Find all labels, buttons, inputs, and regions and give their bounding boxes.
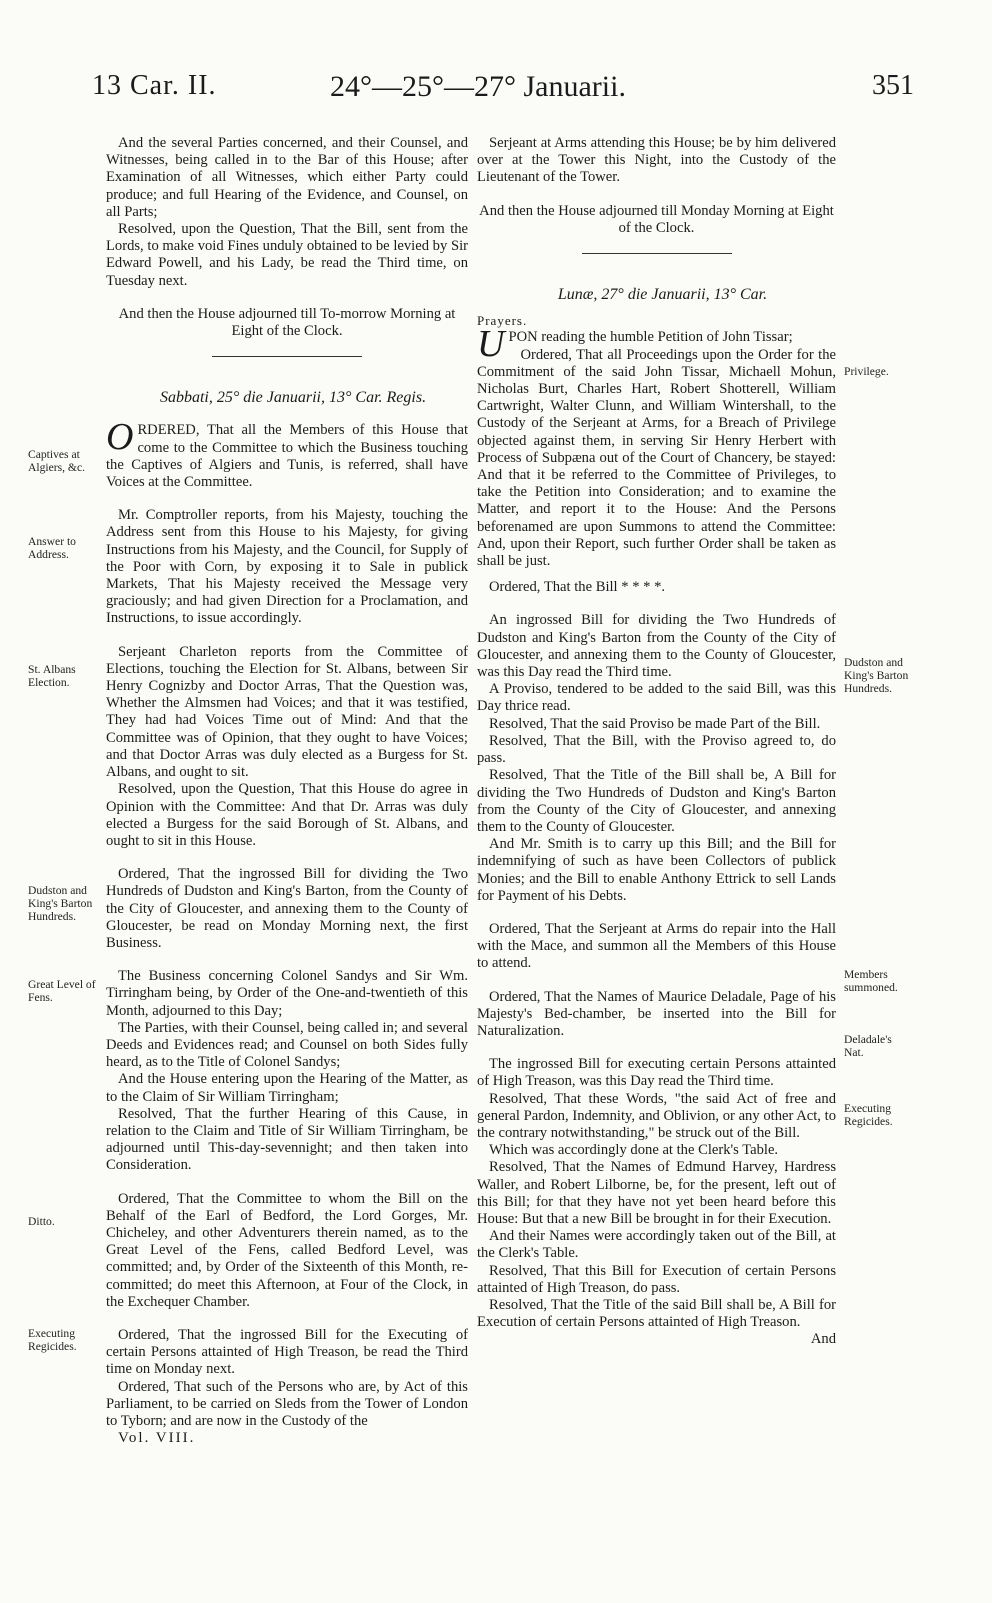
catchword: And <box>810 1331 836 1348</box>
paragraph: Ordered, That all Proceedings upon the Order for the Commitment of the said John Tissar, Michaell Mohun, Nicholas Burt, Charles Hart, Robert Shotterell, William Cartwright, Walter Clunn, and William Wintershall, to the Custody of the Serjeant at Arms, for a Breach of Privilege objected against them, in serving Sir Henry Herbert with Process of Subpæna out of the Court of Chancery, be stayed: And that it be referred to the Committee of Privileges, to take the Petition into Consideration; and to examine the Matter, and report it to the House: And the Persons beforenamed are upon Summons to attend the Committee: And, upon their Report, such further Order shall be taken as shall be just. <box>477 346 836 570</box>
paragraph: Ordered, That the Names of Maurice Deladale, Page of his Majesty's Bed-chamber, be inserted into the Bill for Naturalization. <box>477 988 836 1039</box>
paragraph: Resolved, That the Names of Edmund Harvey, Hardress Waller, and Robert Lilborne, be, for the present, left out of this Bill; for that they have not yet been heard before this House: But that a new Bill be brought in for their Execution. <box>477 1159 836 1227</box>
margin-note-captives: Captives at Algiers, &c. <box>28 448 85 474</box>
margin-note-deladale: Deladale's Nat. <box>844 1033 892 1059</box>
left-column <box>106 135 468 1447</box>
paragraph: Resolved, upon the Question, That the Bill, sent from the Lords, to make void Fines unduly obtained to be levied by Sir Edward Powell, and his Lady, be read the Third time, on Tuesday next. <box>106 221 468 289</box>
paragraph: Ordered, That the ingrossed Bill for the Executing of certain Persons attainted of High Treason, be read the Third time on Monday next. <box>106 1326 468 1378</box>
prayers-label: Prayers. <box>477 313 528 329</box>
day-heading: Lunæ, 27° die Januarii, 13° Car. <box>557 286 768 304</box>
paragraph: Resolved, That this Bill for Execution of certain Persons attainted of High Treason, do pass. <box>477 1262 836 1296</box>
paragraph: An ingrossed Bill for dividing the Two Hundreds of Dudston and King's Barton from the County of the City of Gloucester, and annexing them to the County of Gloucester, was this Day read the Third time. <box>477 612 836 681</box>
paragraph: And their Names were accordingly taken out of the Bill, at the Clerk's Table. <box>477 1228 836 1262</box>
adjournment-notice: And then the House adjourned till To-morrow Morning at Eight of the Clock. <box>118 305 456 340</box>
paragraph: And the House entering upon the Hearing of the Matter, as to the Claim of Sir William Tirringham; <box>106 1071 468 1105</box>
margin-note-dudston-right: Dudston and King's Barton Hundreds. <box>844 656 909 695</box>
paragraph: PON reading the humble Petition of John Tissar; <box>508 329 793 346</box>
paragraph: RDERED, That all the Members of this House that come to the Committee to which the Business touching the Captives of Algiers and Tunis, is referred, shall have Voices at the Committee. <box>106 422 468 491</box>
paragraph: Resolved, That these Words, "the said Act of free and general Pardon, Indemnity, and Oblivion, or any other Act, to the contrary notwithstanding," be struck out of the Bill. <box>477 1090 836 1141</box>
paragraph: The Parties, with their Counsel, being called in; and several Deeds and Evidences read; and Counsel on both Sides fully heard, as to the Title of Colonel Sandys; <box>106 1019 468 1071</box>
paragraph: Resolved, upon the Question, That this House do agree in Opinion with the Committee: And that Dr. Arras was duly elected a Burgess for the said Borough of St. Albans, and ought to sit in this House. <box>106 781 468 849</box>
paragraph: Resolved, That the Bill, with the Proviso agreed to, do pass. <box>477 732 836 767</box>
day-heading: Sabbati, 25° die Januarii, 13° Car. Regis. <box>159 389 427 407</box>
margin-note-regicides-right: Executing Regicides. <box>844 1102 893 1128</box>
paragraph: Ordered, That the Committee to whom the Bill on the Behalf of the Earl of Bedford, the Lord Gorges, Mr. Chicheley, and other Adventurers therein named, as to the Great Level of the Fens, called Bedford Level, was committed; and, by Order of the Sixteenth of this Month, re-committed; do meet this Afternoon, at Four of the Clock, in the Exchequer Chamber. <box>106 1190 468 1310</box>
page-number: 351 <box>872 70 914 101</box>
paragraph: Resolved, That the Title of the said Bill shall be, A Bill for Execution of certain Persons attainted of High Treason. <box>477 1296 836 1331</box>
margin-note-privilege: Privilege. <box>844 365 889 378</box>
paragraph: Ordered, That the Bill * * * *. <box>489 579 666 596</box>
margin-note-dudston-left: Dudston and King's Barton Hundreds. <box>28 884 93 923</box>
paragraph: Serjeant at Arms attending this House; be by him delivered over at the Tower this Night, into the Custody of the Lieutenant of the Tower. <box>477 135 836 186</box>
paragraph: The ingrossed Bill for executing certain Persons attainted of High Treason, was this Day read the Third time. <box>477 1056 836 1090</box>
paragraph: Mr. Comptroller reports, from his Majesty, touching the Address sent from this House to his Majesty, for giving Instructions from his Majesty, and the Council, for Supply of the Poor with Corn, by exposing it to Sale in publick Markets, That his Majesty received the Message very graciously; and had given Direction for a Proclamation, and Instructions, to issue accordingly. <box>106 507 468 627</box>
drop-initial: U <box>477 323 505 366</box>
margin-note-fens: Great Level of Fens. <box>28 978 96 1004</box>
margin-note-answer: Answer to Address. <box>28 535 76 561</box>
paragraph: Serjeant Charleton reports from the Committee of Elections, touching the Election for St. Albans, between Sir Henry Cognizby and Doctor Arras, That the Question was, Whether the Almsmen had Voices; and that it was testified, They had had Voices Time out of Mind: And that the Committee was of Opinion, that they ought to have Voices; and that Doctor Arras was duly elected as a Burgess for St. Albans, and ought to sit. <box>106 643 468 781</box>
paragraph: Resolved, That the said Proviso be made Part of the Bill. <box>489 715 821 732</box>
right-column <box>477 135 836 1349</box>
margin-note-ditto: Ditto. <box>28 1215 55 1228</box>
margin-note-members-summoned: Members summoned. <box>844 968 898 994</box>
margin-note-regicides-left: Executing Regicides. <box>28 1327 77 1353</box>
paragraph: Ordered, That such of the Persons who are, by Act of this Parliament, to be carried on Sleds from the Tower of London to Tyborn; and are now in the Custody of the <box>106 1378 468 1429</box>
paragraph: Resolved, That the further Hearing of this Cause, in relation to the Claim and Title of Sir William Tirringham, be adjourned until This-day-sevennight; and then taken into Consideration. <box>106 1105 468 1174</box>
running-head-regnal-year: 13 Car. II. <box>92 70 217 101</box>
paragraph: Which was accordingly done at the Clerk's Table. <box>489 1142 779 1159</box>
paragraph: Ordered, That the ingrossed Bill for dividing the Two Hundreds of Dudston and King's Barton, from the County of the City of Gloucester, and annexing them to the County of Gloucester, be read on Monday Morning next, the first Business. <box>106 866 468 951</box>
running-head-dates: 24°—25°—27° Januarii. <box>330 70 626 103</box>
paragraph: Ordered, That the Serjeant at Arms do repair into the Hall with the Mace, and summon all the Members of this House to attend. <box>477 920 836 972</box>
adjournment-notice: And then the House adjourned till Monday Morning at Eight of the Clock. <box>479 202 834 236</box>
paragraph: And the several Parties concerned, and their Counsel, and Witnesses, being called in to the Bar of this House; after Examination of all Witnesses, which either Party could produce; and full Hearing of the Evidence, and Counsel, on all Parts; <box>106 135 468 220</box>
paragraph: And Mr. Smith is to carry up this Bill; and the Bill for indemnifying of such as have been Collectors of publick Monies; and the Bill to enable Anthony Ettrick to sell Lands for Payment of his Debts. <box>477 836 836 904</box>
paragraph: The Business concerning Colonel Sandys and Sir Wm. Tirringham being, by Order of the One-and-twentieth of this Month, adjourned to this Day; <box>106 968 468 1019</box>
drop-initial: O <box>106 416 134 459</box>
volume-footer: Vol. VIII. <box>118 1430 196 1447</box>
margin-note-st-albans: St. Albans Election. <box>28 663 76 689</box>
paragraph: Resolved, That the Title of the Bill shall be, A Bill for dividing the Two Hundreds of Dudston and King's Barton from the County of the City of Gloucester, and annexing them to the County of Gloucester. <box>477 767 836 835</box>
paragraph: A Proviso, tendered to be added to the said Bill, was this Day thrice read. <box>477 681 836 715</box>
